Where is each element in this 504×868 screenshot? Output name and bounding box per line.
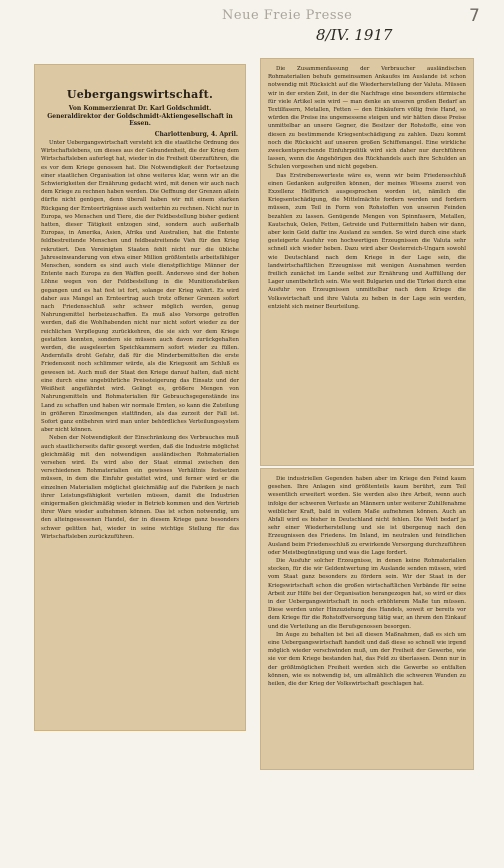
newspaper-stamp: Neue Freie Presse — [222, 8, 353, 23]
page-number: 7 — [469, 6, 480, 26]
article-subline: Generaldirektor der Goldschmidt-Aktiengesellschaft in Essen. — [47, 113, 233, 127]
article-body-left — [41, 139, 239, 541]
paragraph: Das Erstrebenswerteste wäre es, wenn wir beim Friedensschluß einen Gedanken aufgreifen können, der meines Wissens zuerst von Exzellenz Helfferich ausgesprochen worden ist, nämlich die Kriegsentschädigung, die Mittelmächte fordern werden und fordern müssen, zum Teil in Form von Rohstoffen von unseren Feinden bezahlen zu lassen. Genügende Mengen von Spinnfasern, Metallen, Kautschuk, Oelen, Fetten, Getreide und Futtermitteln haben wir dann, aber kein Geld dafür ins Ausland zu senden. So wird durch eine stark gesteigerte Ausfuhr von hochwertigen Erzeugnissen die Valuta sehr schnell sich wieder heben. Dazu wird aber Oesterreich-Ungarn sowohl wie Deutschland nach dem Kriege in der Lage sein, die landwirtschaftlichen Erzeugnisse mit wenigen Ausnahmen werden freilich zunächst im Lande selbst zur Ernährung und Auffüllung der Lager unentbehrlich sein. Wie weit Bulgarien und die Türkei durch eine Ausfuhr von Erzeugnissen unmittelbar nach dem Kriege die Volkswirtschaft und ihre Valuta zu heben in der Lage sein werden, entzieht sich meiner Beurteilung. — [268, 172, 466, 310]
article-byline: Von Kommerzienrat Dr. Karl Goldschmidt. — [68, 105, 212, 112]
paragraph: Die industriellen Gegenden haben aber im Kriege den Feind kaum gesehen. Ihre Anlagen sind größtenteils kaum berührt, zum Teil wesentlich erweitert worden. Sie werden also ihre Arbeit, wenn auch infolge der schweren Verluste an Männern unter weiterer Zuhilfenahme weiblicher Kraft, bald in vollem Maße aufnehmen können. Auch an Abfall wird es bisher in Deutschland nicht fehlen. Die Welt bedarf ja sehr einer Wiederherstellung und sie ist übergenug nach den Erzeugnissen des Friedens. Im Inland, im neutralen und feindlichen Ausland beim Friedensschluß zu erwirkende Versorgung durchzuführen oder Meistbegünstigung und was die Lage fordert. — [268, 476, 466, 556]
paragraph: Unter Uebergangswirtschaft versteht ich die staatliche Ordnung des Wirtschaftslebens, um dieses aus der Gebundenheit, die der Krieg dem Wirtschaftsleben auferlegt hat, wieder in die Freiheit überzuführen, die es vor dem Kriege genossen hat. Die Notwendigkeit der Fortsetzung einer staatlichen Organisation ist ohne weiteres klar, wenn wir an die Schwierigkeiten der Ernährung gedacht wird, mit denen wir auch nach dem Kriege zu rechnen haben werden. Die Oeffnung der Grenzen allein dürfte nicht genügen, denn überall haben wir mit einem starken Rückgang der Ernteerträgnisse auch weiterhin zu rechnen. Nicht nur in Europa, wo Menschen und Tiere, die der Feldbestellung bisher gedient hatten, dieser Tätigkeit entzogen sind, sondern auch außerhalb Europas, in Amerika, Asien, Afrika und Australien, hat die Entente feldbestreitende Menschen und feldbeatreitende Vieh für den Krieg rekrutiert. Den Vereinigten Staaten fehlt nicht nur die übliche Jahreseinwanderung von etwa einer Million größtenteils arbeitsfähiger Menschen, sondern es sind auch viele dienstpflichtige Männer der Entente nach Europa zu den Waffen geeilt. Anderswo sind der hohen Löhne wegen von der Feldbestellung in die Munitionsfabriken gegangen und es hat fest ist fort, solange der Krieg währt. Es wird daher aus Mangel an Ernteertrag auch trotz offener Grenzen sofort nach Friedensschluß sehr schwer möglich werden, genug Nahrungsmittel herbeizuschaffen. Es muß also Vorsorge getroffen werden, daß die Wohlhabenden nicht nur nicht sofort wieder zu der reichlichen Verpflegung zurückkehren, die sie sich vor dem Kriege gestatten konnten, sondern sie müssen auch davon zurückgehalten werden, die ausgeleerten Speichkammern sofort wieder zu füllen. Andernfalls droht Gefahr, daß für die Minderbemittelten die erste Friedenszeit noch schlimmer würde, als die Kriegszeit am Schluß es gewesen ist. Auch muß der Staat den Kriege darauf halten, daß nicht eine durch eine ungebührliche Preissteigerung das Einsatz und der Weißheit angefährdet wird. Gelingt es, größere Mengen von Nahrungsmitteln und Rohmaterialien für Gebrauchsgegenstände ins Land zu schaffen und haben wir normale Ernten, so kann die Zuteilung in größeren Einzelmengen stattfinden, als das zurzeit der Fall ist. Sofort ganz entbehren wird man unter behördliches Verteilungssystem aber nicht können. — [41, 140, 240, 434]
article-body-right-top — [268, 65, 466, 311]
article-title: Uebergangswirtschaft. — [66, 88, 214, 101]
paragraph: Die Zusammenfassung der Verbraucher ausländischen Rohmaterialien behufs gemeinsamen Ankaufes im Auslande ist schon notwendig mit Rücksicht auf die Wiederherstellung der Valuta. Müssen wir in der ersten Zeit, in der die Nachfrage eine besonders stürmische für viele Artikel sein wird — man denke an unseren großen Bedarf an Textilfasern, Metallen, Fetten — den Einkäufern völlig freie Hand, so würden die Preise ins ungemessene steigen und wir hätten diese Preise unmittelbar an unsere Gegner, die Besitzer der Rohstoffe, eine von diesen zu bestimmende Kriegsentschädigung zu zahlen. Dazu kommt noch die Rücksicht auf unseren großen Schiffsmangel. Eine wirkliche zweckentsprechende Einfuhrpolitik wird sich daher nur durchführen lassen, wenn die Angehörigen des Rückhandels auch ihre Schulden an Schulen vorgesehen und nicht gegeben. — [268, 66, 466, 171]
article-dateline: Charlottenburg, 4. April. — [154, 131, 238, 138]
paragraph: Die Ausfuhr solcher Erzeugnisse, in denen keine Rohmaterialien stecken, für die wir Geldentwertung im Auslande senden müssen, wird vom Staat ganz besonders zu fördern sein. Wir der Staat in der Kriegswirtschaft schon die großen wirtschaftlichen Verbände für seine Arbeit zur Hilfe bei der Organisation herangezogen hat, so wird er dies in der Uebergangswirtschaft in noch erhöhterem Maße tun müssen. Diese werden unter Hinzuziehung des Handels, soweit er bereits vor dem Kriege für die Rohstoffversorgung tätig war, an ihrem den Einkauf und die Verteilung an die Berufsgenossen besorgen. — [268, 558, 466, 630]
clipping-right-bottom — [260, 468, 474, 770]
article-body-right-bottom — [268, 475, 466, 688]
clipping-left-column — [34, 64, 246, 731]
handwritten-date: 8/IV. 1917 — [316, 26, 393, 44]
paragraph: Im Auge zu behalten ist bei all diesen Maßnahmen, daß es sich um eine Uebergangswirtschaft handelt und daß diese so schnell wie irgend möglich wieder verschwinden muß, um der Freiheit der Gewerbe, wie sie vor dem Kriege bestanden hat, das Feld zu überlassen. Denn nur in der größtmöglichen Freiheit werden sich die Gewerbe so entfalten können, wie es notwendig ist, um allmählich die schweren Wunden zu heilen, die der Krieg der Volkswirtschaft geschlagen hat. — [268, 631, 466, 688]
clipping-right-top — [260, 58, 474, 466]
paragraph: Neben der Notwendigkeit der Einschränkung des Verbrauches muß auch staatlicherseits dafür gesorgt werden, daß die Industrie möglichst gleichmäßig mit den notwendigen ausländischen Rohmaterialien versehen wird. Es wird also der Staat einmal zwischen den verschiedenen Rohmaterialien ein gewisses Verhältnis festsetzen müssen, in dem die Einfuhr gestattet wird, und ferner wird er die einzelnen Materialien möglichst gleichmäßig auf die Fabriken je nach ihrer Leistungsfähigkeit verteilen müssen, damit die Industrien einigermaßen gleichmäßig wieder in Betrieb kommen und den Vertrieb ihrer Ware wieder aufnehmen können. Das ist schon notwendig, um den alteingesessenen Handel, der in diesem Kriege ganz besonders schwer gelitten hat, wieder in seine wichtige Stellung für das Wirtschaftsleben zurückzuführen. — [41, 435, 239, 540]
